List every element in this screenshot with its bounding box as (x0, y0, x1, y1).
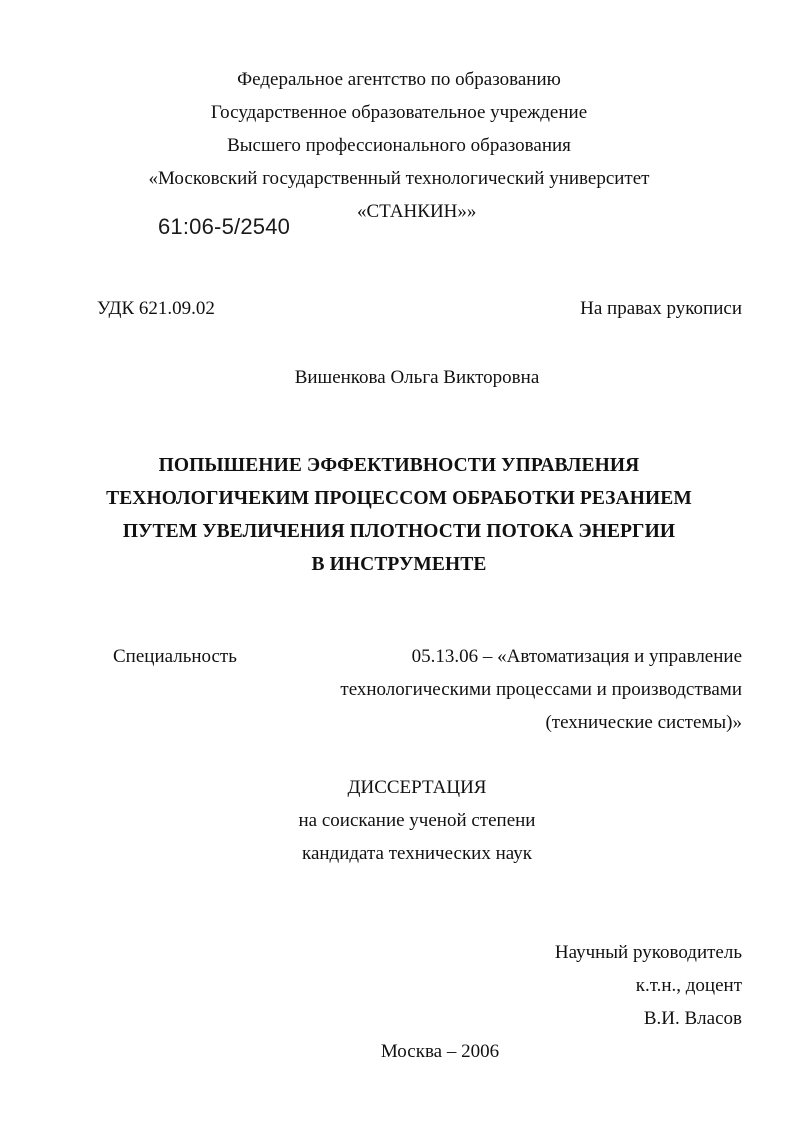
specialty-label: Специальность (113, 646, 237, 667)
title-line-3: ПУТЕМ УВЕЛИЧЕНИЯ ПЛОТНОСТИ ПОТОКА ЭНЕРГИИ (122, 521, 676, 542)
manuscript-rights: На правах рукописи (580, 298, 742, 319)
specialty-line-3: (технические системы)» (545, 712, 742, 733)
archive-stamp: 61:06-5/2540 (158, 214, 291, 239)
header-line-university: «Московский государственный технологический университет (148, 168, 650, 189)
specialty-code-line: 05.13.06 – «Автоматизация и управление (411, 646, 742, 667)
header-line-stankin: «СТАНКИН»» (357, 201, 477, 222)
author-name: Вишенкова Ольга Викторовна (294, 367, 540, 388)
supervisor-name: В.И. Власов (643, 1008, 742, 1029)
title-line-2: ТЕХНОЛОГИЧЕКИМ ПРОЦЕССОМ ОБРАБОТКИ РЕЗАНИЕМ (106, 488, 692, 509)
supervisor-degree: к.т.н., доцент (635, 975, 742, 996)
dissertation-candidate-line: кандидата технических наук (302, 843, 532, 864)
udk-code: УДК 621.09.02 (97, 298, 215, 319)
title-line-1: ПОПЫШЕНИЕ ЭФФЕКТИВНОСТИ УПРАВЛЕНИЯ (158, 455, 640, 476)
header-line-institution: Государственное образовательное учреждение (210, 102, 588, 123)
dissertation-heading: ДИССЕРТАЦИЯ (347, 777, 487, 798)
header-line-agency: Федеральное агентство по образованию (237, 69, 561, 90)
title-line-4: В ИНСТРУМЕНТЕ (311, 554, 487, 575)
header-line-education: Высшего профессионального образования (227, 135, 571, 156)
specialty-line-2: технологическими процессами и производствами (340, 679, 742, 700)
dissertation-degree-line: на соискание ученой степени (298, 810, 536, 831)
city-year: Москва – 2006 (380, 1041, 500, 1062)
supervisor-label: Научный руководитель (554, 942, 742, 963)
